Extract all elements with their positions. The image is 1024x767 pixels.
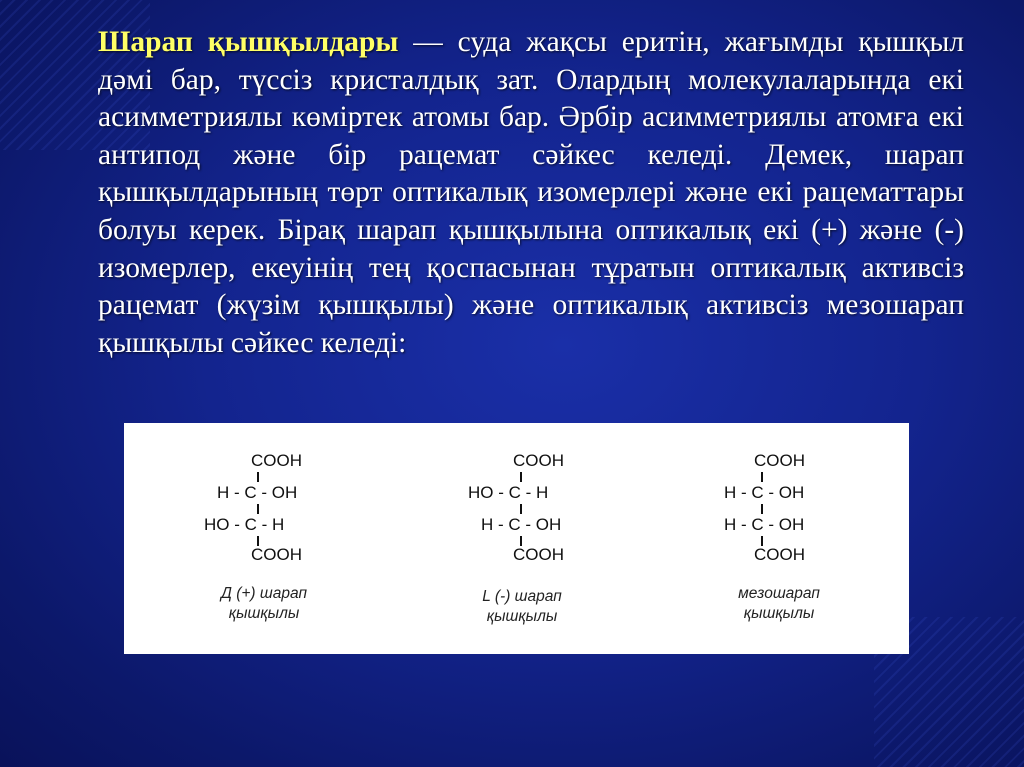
bond-vertical [520, 504, 522, 514]
caption-line-1: Д (+) шарап [221, 585, 307, 602]
structural-formulas-figure [124, 423, 909, 654]
formula-bottom-group: COOH [754, 545, 805, 564]
bond-vertical [257, 472, 259, 482]
bond-vertical [761, 472, 763, 482]
highlighted-term: Шарап қышқылдары [98, 26, 399, 58]
caption-line-2: қышқылы [743, 605, 815, 622]
caption-line-2: қышқылы [228, 605, 300, 622]
formula-top-group: COOH [754, 451, 805, 470]
formula-row-2: HO - C - H [204, 515, 285, 534]
caption-line-1: мезошарап [738, 585, 820, 602]
formula-top-group: COOH [513, 451, 564, 470]
bond-vertical [520, 472, 522, 482]
caption-line-2: қышқылы [486, 608, 558, 625]
formula-row-2: H - C - OH [724, 515, 805, 534]
formula-bottom-group: COOH [513, 545, 564, 564]
formula-row-1: H - C - OH [217, 483, 298, 502]
caption-line-1: L (-) шарап [482, 588, 562, 605]
formula-caption [204, 584, 324, 624]
formula-row-1: HO - C - H [468, 483, 549, 502]
paragraph-body: — суда жақсы еритін, жағымды қышқыл дәмі бар, түссіз кристалдық зат. Олардың молекулаларында екі асимметриялы көміртек атомы бар. Әрбір асимметриялы атомға екі антипод және бір рацемат сәйкес келеді. Демек, шарап қышқылдарының төрт оптикалық изомерлері және екі рацематтары болуы керек. Бірақ шарап қышқылына оптикалық екі (+) және (-) изомерлер, екеуінің тең қоспасынан тұратын оптикалық активсіз рацемат (жүзім қышқылы) және оптикалық активсіз мезошарап қышқылы сәйкес келеді: [98, 26, 964, 359]
formula-meso-tartaric [724, 423, 924, 654]
formula-row-1: H - C - OH [724, 483, 805, 502]
formula-row-2: H - C - OH [481, 515, 562, 534]
formula-bottom-group: COOH [251, 545, 302, 564]
formula-top-group: COOH [251, 451, 302, 470]
formula-caption [462, 587, 582, 627]
formula-d-plus-tartaric [204, 423, 404, 654]
formula-l-minus-tartaric [468, 423, 668, 654]
bond-vertical [761, 504, 763, 514]
bond-vertical [257, 504, 259, 514]
slide-paragraph [98, 24, 964, 362]
formula-caption [719, 584, 839, 624]
